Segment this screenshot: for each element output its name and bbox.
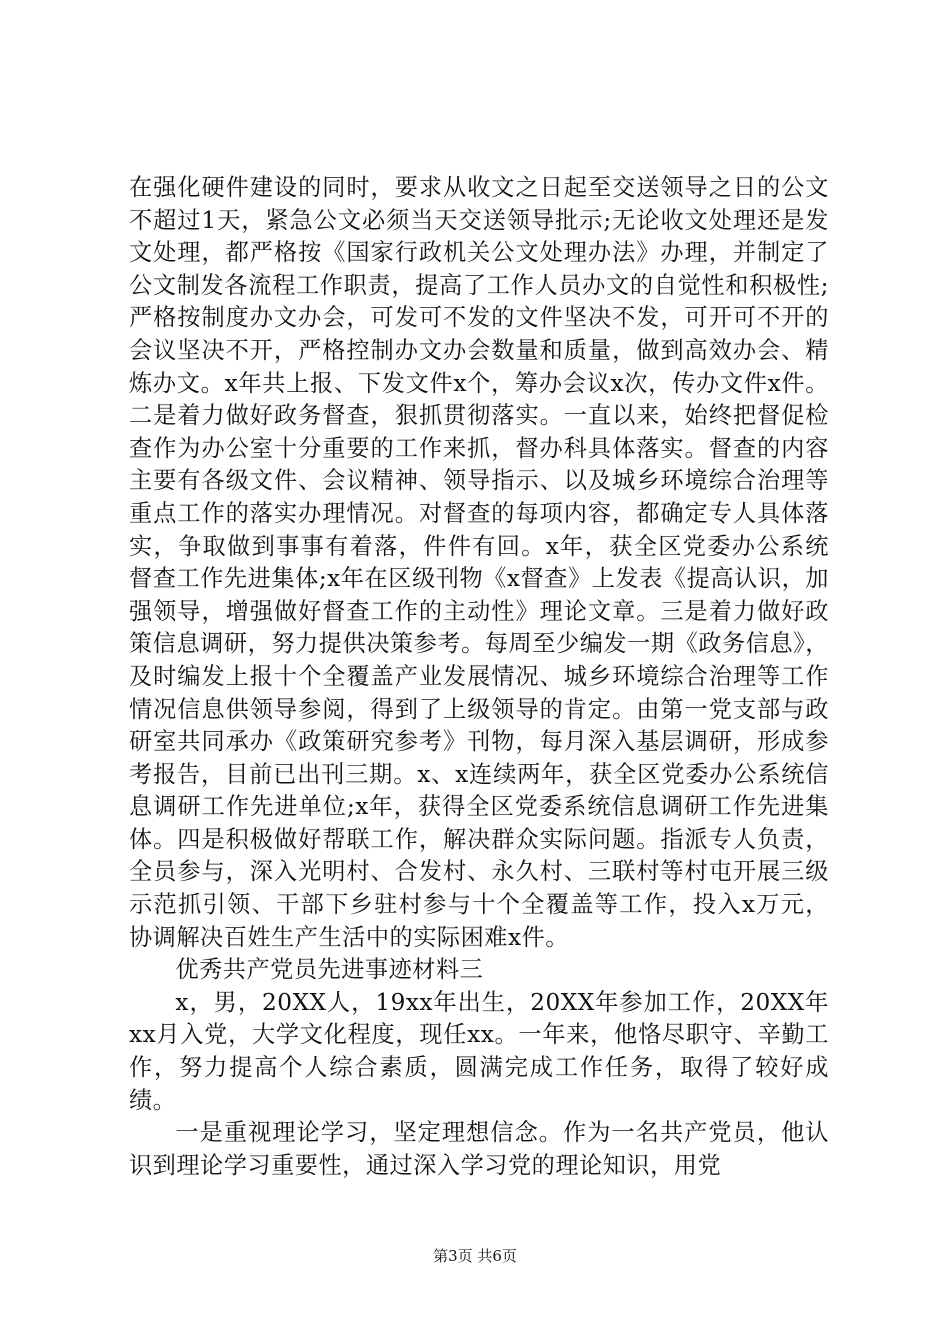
paragraph-work-summary: 在强化硬件建设的同时，要求从收文之日起至交送领导之日的公文不超过1天，紧急公文必须当天交送领导批示;无论收文处理还是发文处理，都严格按《国家行政机关公文处理办法》办理，并制定了公文制发各流程工作职责，提高了工作人员办文的自觉性和积极性;严格按制度办文办会，可发可不发的文件坚决不发，可开可不开的会议坚决不开，严格控制办文办会数量和质量，做到高效办会、精炼办文。x年共上报、下发文件x个，筹办会议x次，传办文件x件。二是着力做好政务督查，狠抓贯彻落实。一直以来，始终把督促检查作为办公室十分重要的工作来抓，督办科具体落实。督查的内容主要有各级文件、会议精神、领导指示、以及城乡环境综合治理等重点工作的落实办理情况。对督查的每项内容，都确定专人具体落实，争取做到事事有着落，件件有回。x年，获全区党委办公系统督查工作先进集体;x年在区级刊物《x督查》上发表《提高认识，加强领导，增强做好督查工作的主动性》理论文章。三是着力做好政策信息调研，努力提供决策参考。每周至少编发一期《政务信息》，及时编发上报十个全覆盖产业发展情况、城乡环境综合治理等工作情况信息供领导参阅，得到了上级领导的肯定。由第一党支部与政研室共同承办《政策研究参考》刊物，每月深入基层调研，形成参考报告，目前已出刊三期。x、x连续两年，获全区党委办公系统信息调研工作先进单位;x年，获得全区党委系统信息调研工作先进集体。四是积极做好帮联工作，解决群众实际问题。指派专人负责，全员参与，深入光明村、合发村、永久村、三联村等村屯开展三级示范抓引领、干部下乡驻村参与十个全覆盖等工作，投入x万元，协调解决百姓生产生活中的实际困难x件。 (129, 174, 829, 951)
page-number-footer: 第3页 共6页 (433, 1247, 517, 1265)
section-heading: 优秀共产党员先进事迹材料三 (175, 956, 484, 984)
paragraph-theory-study: 一是重视理论学习，坚定理想信念。作为一名共产党员，他认识到理论学习重要性，通过深入学习党的理论知识，用党 (129, 1119, 829, 1179)
paragraph-profile: x，男，20XX人，19xx年出生，20XX年参加工作，20XX年xx月入党，大学文化程度，现任xx。一年来，他恪尽职守、辛勤工作，努力提高个人综合素质，圆满完成工作任务，取得了较好成绩。 (129, 988, 829, 1114)
document-body (129, 172, 829, 1182)
